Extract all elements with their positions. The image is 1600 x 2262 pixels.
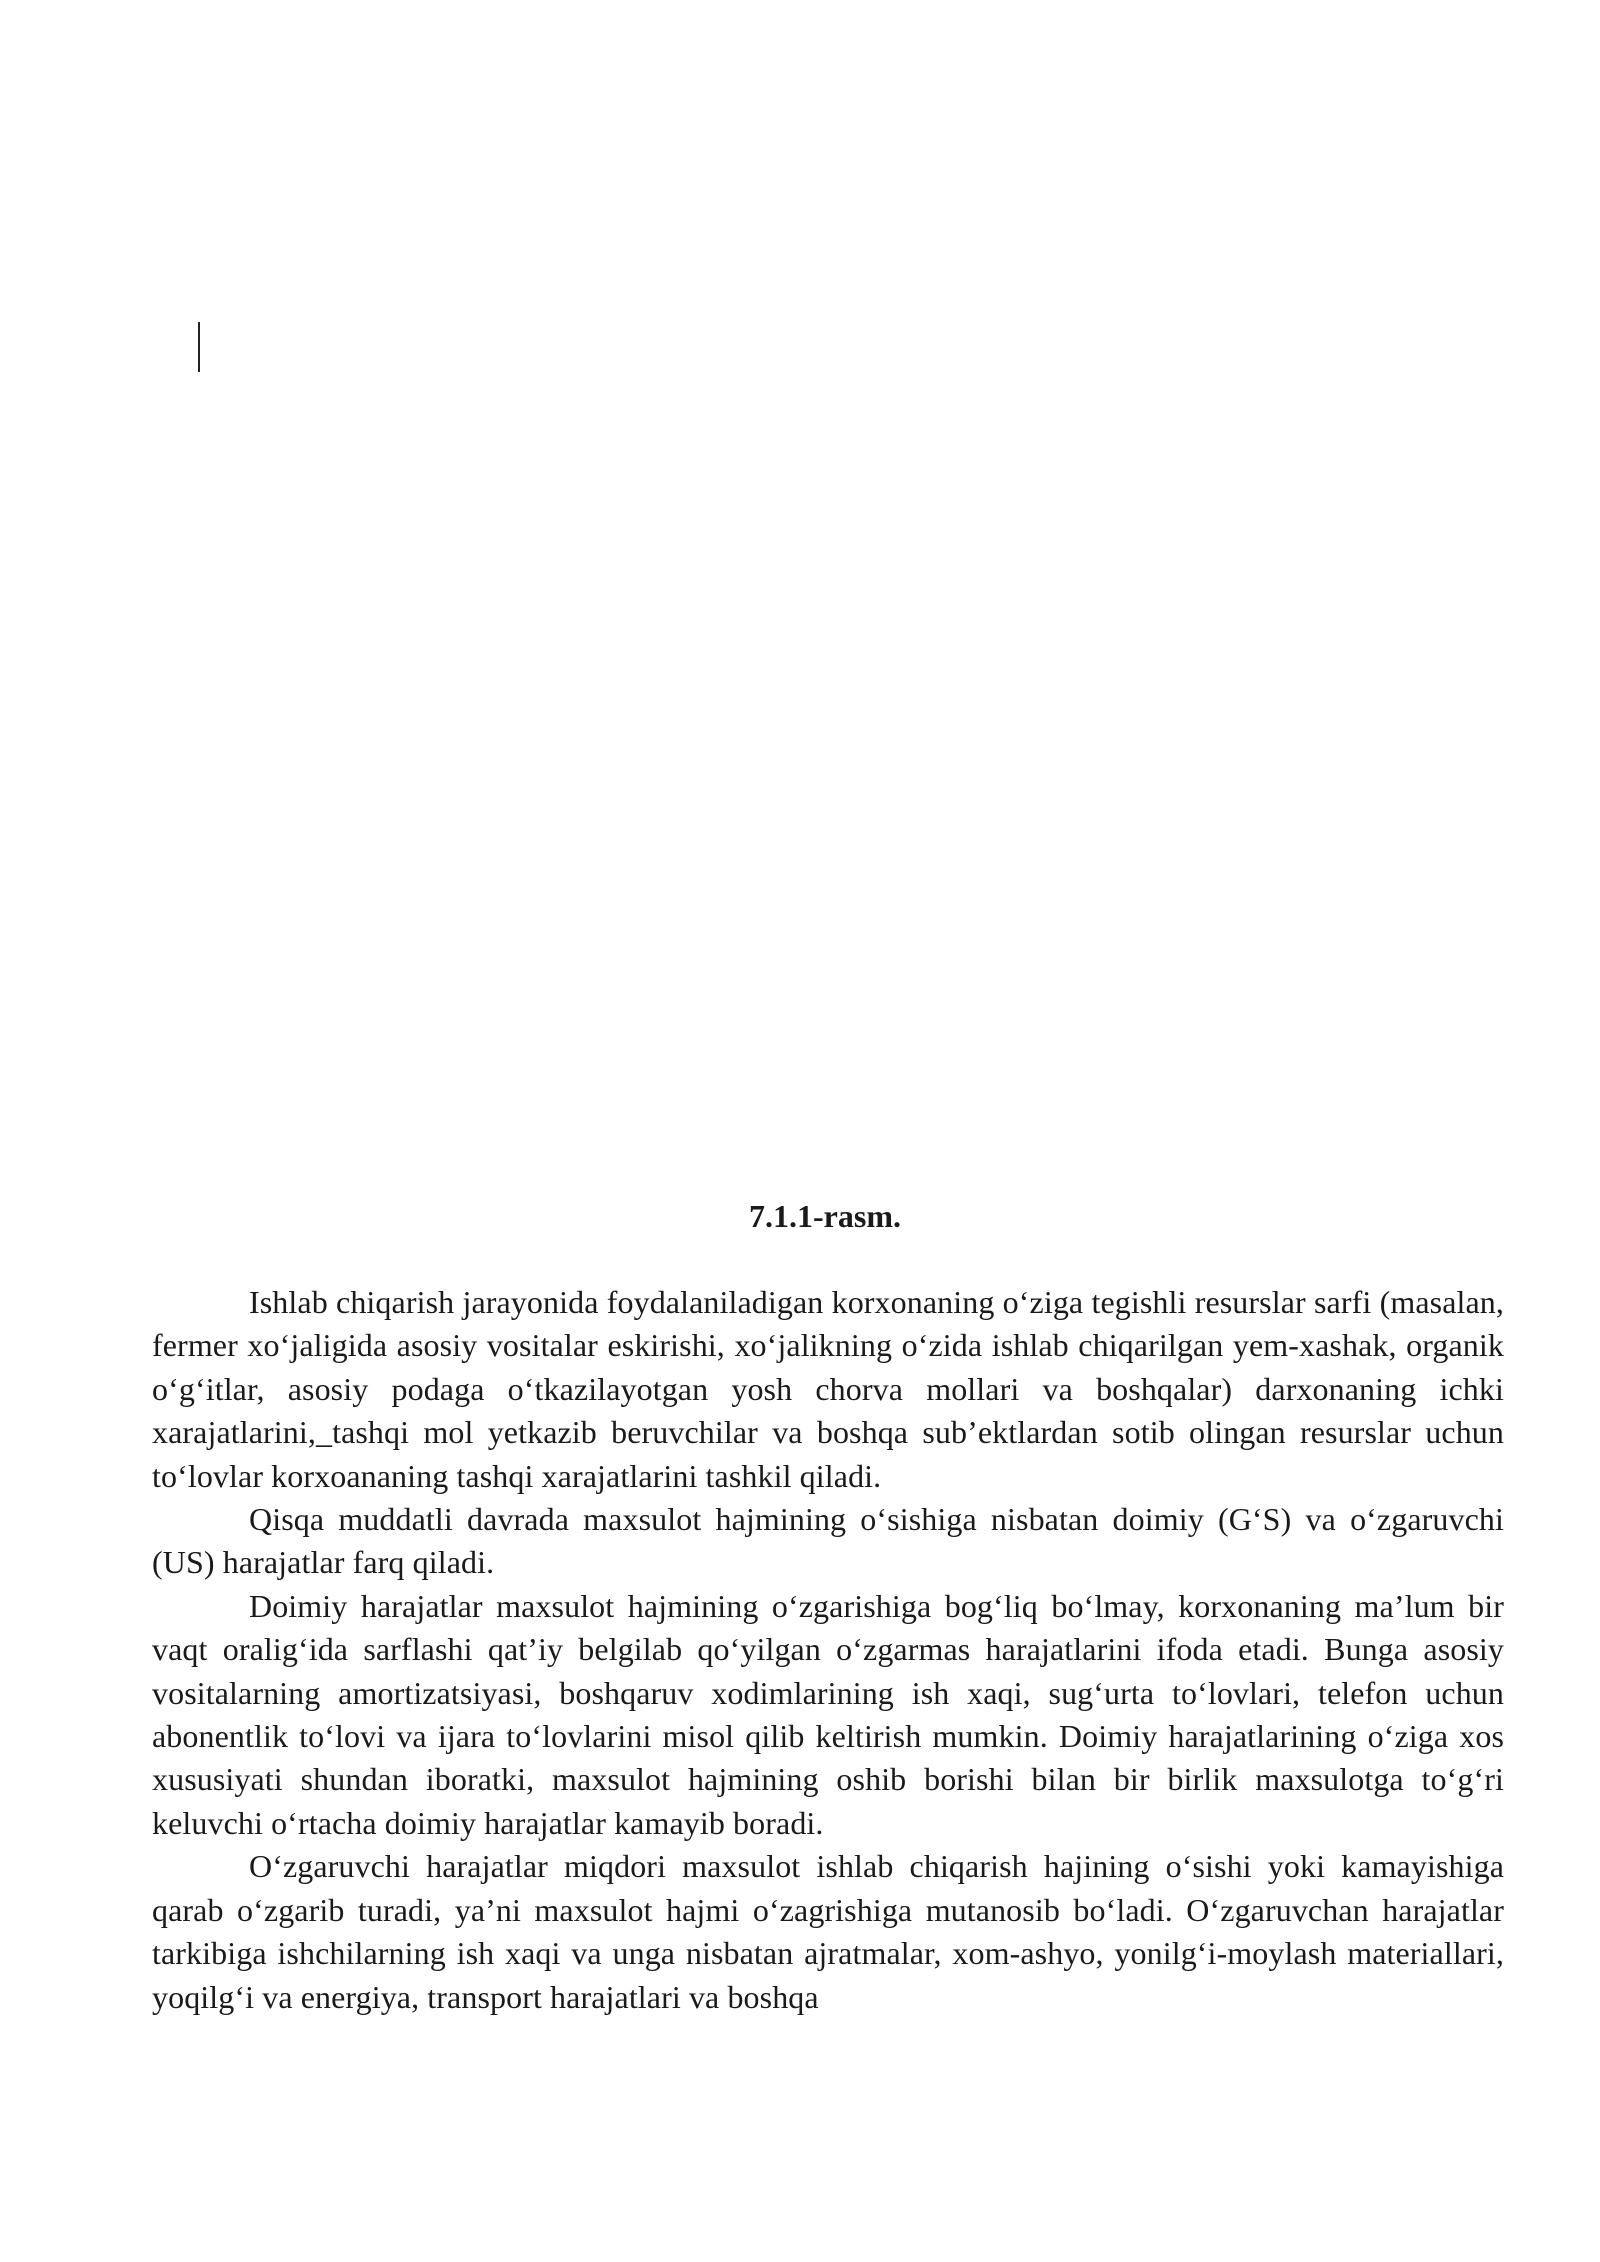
- text-cursor: [198, 322, 200, 372]
- paragraph: Qisqa muddatli davrada maxsulot hajmining o‘sishiga nisbatan doimiy (G‘S) va o‘zgaruvchi (US) harajatlar farq qiladi.: [152, 1501, 1504, 1581]
- figure-caption: 7.1.1-rasm.: [749, 1198, 901, 1234]
- paragraph: Ishlab chiqarish jarayonida foydalaniladigan korxonaning o‘ziga tegishli resurslar sarfi (masalan, fermer xo‘jaligida asosiy vositalar eskirishi, xo‘jalikning o‘zida ishlab chiqarilgan yem-xashak, organik o‘g‘itlar, asosiy podaga o‘tkazilayotgan yosh chorva mollari va boshqalar) darxonaning ichki xarajatlarini,_tashqi mol yetkazib beruvchilar va boshqa sub’ektlardan sotib olingan resurslar uchun to‘lovlar korxoananing tashqi xarajatlarini tashkil qiladi.: [152, 1284, 1504, 1494]
- paragraph: O‘zgaruvchi harajatlar miqdori maxsulot ishlab chiqarish hajining o‘sishi yoki kamayishiga qarab o‘zgarib turadi, ya’ni maxsulot hajmi o‘zagrishiga mutanosib bo‘ladi. O‘zgaruvchan harajatlar tarkibiga ishchilarning ish xaqi va unga nisbatan ajratmalar, xom-ashyo, yonilg‘i-moylash materiallari, yoqilg‘i va energiya, transport harajatlari va boshqa: [152, 1848, 1504, 2015]
- paragraph: Doimiy harajatlar maxsulot hajmining o‘zgarishiga bog‘liq bo‘lmay, korxonaning ma’lum bir vaqt oralig‘ida sarflashi qat’iy belgilab qo‘yilgan o‘zgarmas harajatlarini ifoda etadi. Bunga asosiy vositalarning amortizatsiyasi, boshqaruv xodimlarining ish xaqi, sug‘urta to‘lovlari, telefon uchun abonentlik to‘lovi va ijara to‘lovlarini misol qilib keltirish mumkin. Doimiy harajatlarining o‘ziga xos xususiyati shundan iboratki, maxsulot hajmining oshib borishi bilan bir birlik maxsulotga to‘g‘ri keluvchi o‘rtacha doimiy harajatlar kamayib boradi.: [152, 1587, 1504, 1841]
- document-body: [152, 1281, 1504, 2019]
